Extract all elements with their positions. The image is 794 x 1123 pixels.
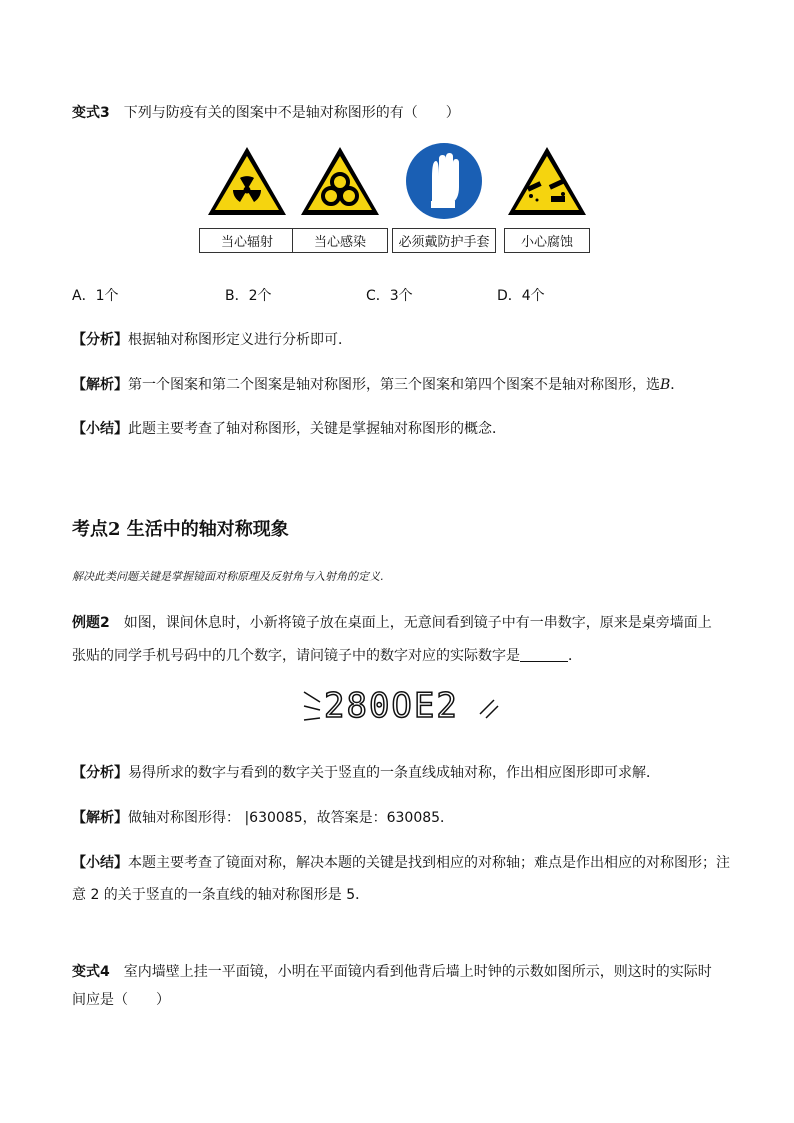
question-label: 变式3 bbox=[72, 105, 110, 121]
example-2-line1 bbox=[72, 612, 712, 632]
sign-caption: 必须戴防护手套 bbox=[392, 228, 496, 253]
summary-tag: 【小结】 bbox=[72, 855, 128, 871]
answer-blank bbox=[520, 649, 568, 662]
analysis-tag: 【分析】 bbox=[72, 332, 128, 348]
sign-radiation bbox=[199, 140, 295, 253]
example-text-2: 张贴的同学手机号码中的几个数字，请问镜子中的数字对应的实际数字是 bbox=[72, 648, 520, 664]
question-label: 变式4 bbox=[72, 964, 110, 980]
solution-text: 做轴对称图形得： |630085，故答案是：630085． bbox=[128, 810, 455, 826]
sign-caption: 当心感染 bbox=[292, 228, 388, 253]
ex2-analysis bbox=[72, 762, 660, 782]
analysis-text: 易得所求的数字与看到的数字关于竖直的一条直线成轴对称，作出相应图形即可求解． bbox=[128, 765, 660, 781]
sign-caption: 小心腐蚀 bbox=[504, 228, 590, 253]
summary-text: 本题主要考查了镜面对称，解决本题的关键是找到相应的对称轴；难点是作出相应的对称图形；注 bbox=[128, 855, 730, 871]
question-text: 下列与防疫有关的图案中不是轴对称图形的有（ ） bbox=[123, 105, 460, 121]
corrosion-warning-icon bbox=[504, 140, 590, 222]
q3-analysis bbox=[72, 329, 352, 349]
ex2-solution bbox=[72, 807, 454, 827]
solution-text: 第一个图案和第二个图案是轴对称图形，第三个图案和第四个图案不是轴对称图形，选 bbox=[128, 377, 660, 393]
solution-end: ． bbox=[670, 377, 685, 393]
radiation-warning-icon bbox=[199, 140, 295, 222]
glove-mandatory-icon bbox=[392, 140, 496, 222]
sign-gloves bbox=[392, 140, 496, 253]
solution-tag: 【解析】 bbox=[72, 377, 128, 393]
biohazard-warning-icon bbox=[292, 140, 388, 222]
analysis-tag: 【分析】 bbox=[72, 765, 128, 781]
section-title: 考点2 生活中的轴对称现象 bbox=[72, 519, 289, 540]
ex2-summary-1 bbox=[72, 852, 730, 872]
analysis-text: 根据轴对称图形定义进行分析即可． bbox=[128, 332, 352, 348]
example-2-line2 bbox=[72, 645, 582, 665]
example-text-end: ． bbox=[568, 648, 582, 664]
sign-corrosion bbox=[504, 140, 590, 253]
solution-answer: B bbox=[660, 377, 671, 393]
summary-tag: 【小结】 bbox=[72, 421, 128, 437]
q3-summary bbox=[72, 418, 506, 438]
option-c: C．3个 bbox=[366, 288, 413, 304]
q3-solution bbox=[72, 374, 684, 394]
ex2-summary-2: 意 2 的关于竖直的一条直线的轴对称图形是 5． bbox=[72, 887, 370, 903]
question-3-stem bbox=[72, 102, 460, 122]
option-a: A．1个 bbox=[72, 288, 119, 304]
section-note: 解决此类问题关键是掌握镜面对称原理及反射角与入射角的定义. bbox=[72, 570, 384, 583]
sign-biohazard bbox=[292, 140, 388, 253]
mirror-digits-figure bbox=[300, 684, 500, 728]
question-4-stem bbox=[72, 958, 724, 1014]
example-label: 例题2 bbox=[72, 615, 110, 631]
question-text: 室内墙壁上挂一平面镜，小明在平面镜内看到他背后墙上时钟的示数如图所示，则这时的实际时间应是（ ） bbox=[72, 964, 712, 1008]
option-d: D．4个 bbox=[497, 288, 545, 304]
example-text: 如图，课间休息时，小新将镜子放在桌面上，无意间看到镜子中有一串数字，原来是桌旁墙面上 bbox=[123, 615, 712, 631]
option-b: B．2个 bbox=[225, 288, 272, 304]
solution-tag: 【解析】 bbox=[72, 810, 128, 826]
sign-caption: 当心辐射 bbox=[199, 228, 295, 253]
mirror-digits: 280OE2 bbox=[324, 686, 459, 726]
summary-text: 此题主要考查了轴对称图形，关键是掌握轴对称图形的概念． bbox=[128, 421, 506, 437]
